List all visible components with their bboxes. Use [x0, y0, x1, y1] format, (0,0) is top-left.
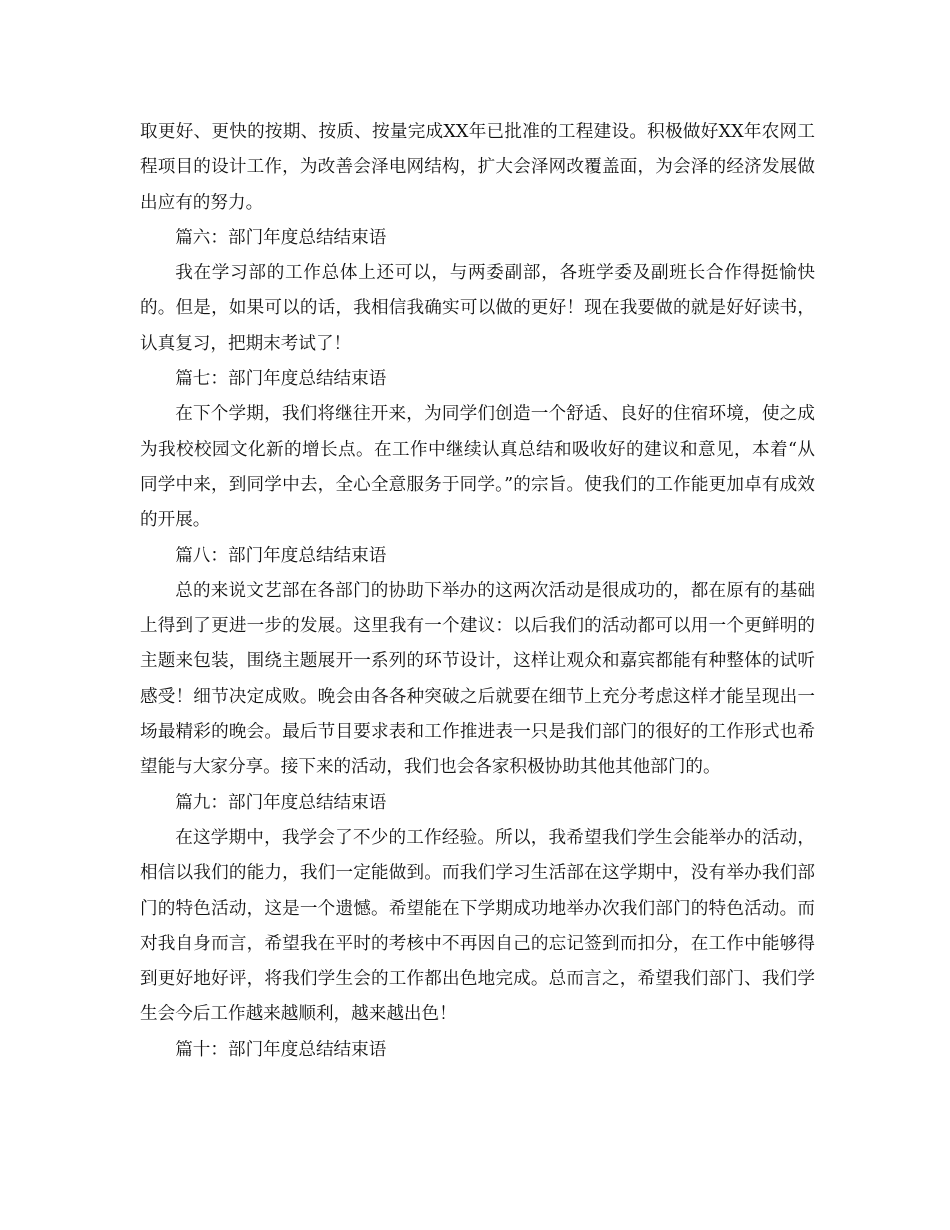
section-heading-6: 篇六：部门年度总结结束语 — [175, 227, 387, 248]
section-heading-7: 篇七：部门年度总结结束语 — [175, 369, 387, 390]
document-page — [140, 115, 815, 1068]
section-heading-10: 篇十：部门年度总结结束语 — [175, 1039, 387, 1060]
paragraph-continued: 取更好、更快的按期、按质、按量完成XX年已批准的工程建设。积极做好XX年农网工程项目的设计工作，为改善会泽电网结构，扩大会泽网改覆盖面，为会泽的经济发展做出应有的努力。 — [140, 122, 815, 213]
paragraph-9: 在这学期中，我学会了不少的工作经验。所以，我希望我们学生会能举办的活动，相信以我们的能力，我们一定能做到。而我们学习生活部在这学期中，没有举办我们部门的特色活动，这是一个遗憾。希望能在下学期成功地举办次我们部门的特色活动。而对我自身而言，希望我在平时的考核中不再因自己的忘记签到而扣分，在工作中能够得到更好地好评，将我们学生会的工作都出色地完成。总而言之，希望我们部门、我们学生会今后工作越来越顺利，越来越出色！ — [140, 827, 815, 1025]
section-heading-8: 篇八：部门年度总结结束语 — [175, 545, 387, 566]
paragraph-7: 在下个学期，我们将继往开来，为同学们创造一个舒适、良好的住宿环境，使之成为我校校园文化新的增长点。在工作中继续认真总结和吸收好的建议和意见，本着“从同学中来，到同学中去，全心全意服务于同学。”的宗旨。使我们的工作能更加卓有成效的开展。 — [140, 404, 815, 531]
paragraph-6: 我在学习部的工作总体上还可以，与两委副部，各班学委及副班长合作得挺愉快的。但是，如果可以的话，我相信我确实可以做的更好！现在我要做的就是好好读书，认真复习，把期末考试了！ — [140, 263, 815, 354]
paragraph-8: 总的来说文艺部在各部门的协助下举办的这两次活动是很成功的，都在原有的基础上得到了更进一步的发展。这里我有一个建议：以后我们的活动都可以用一个更鲜明的主题来包装，围绕主题展开一系列的环节设计，这样让观众和嘉宾都能有种整体的试听感受！细节决定成败。晚会由各各种突破之后就要在细节上充分考虑这样才能呈现出一场最精彩的晚会。最后节目要求表和工作推进表一只是我们部门的很好的工作形式也希望能与大家分享。接下来的活动，我们也会各家积极协助其他其他部门的。 — [140, 580, 815, 778]
section-heading-9: 篇九：部门年度总结结束语 — [175, 792, 387, 813]
